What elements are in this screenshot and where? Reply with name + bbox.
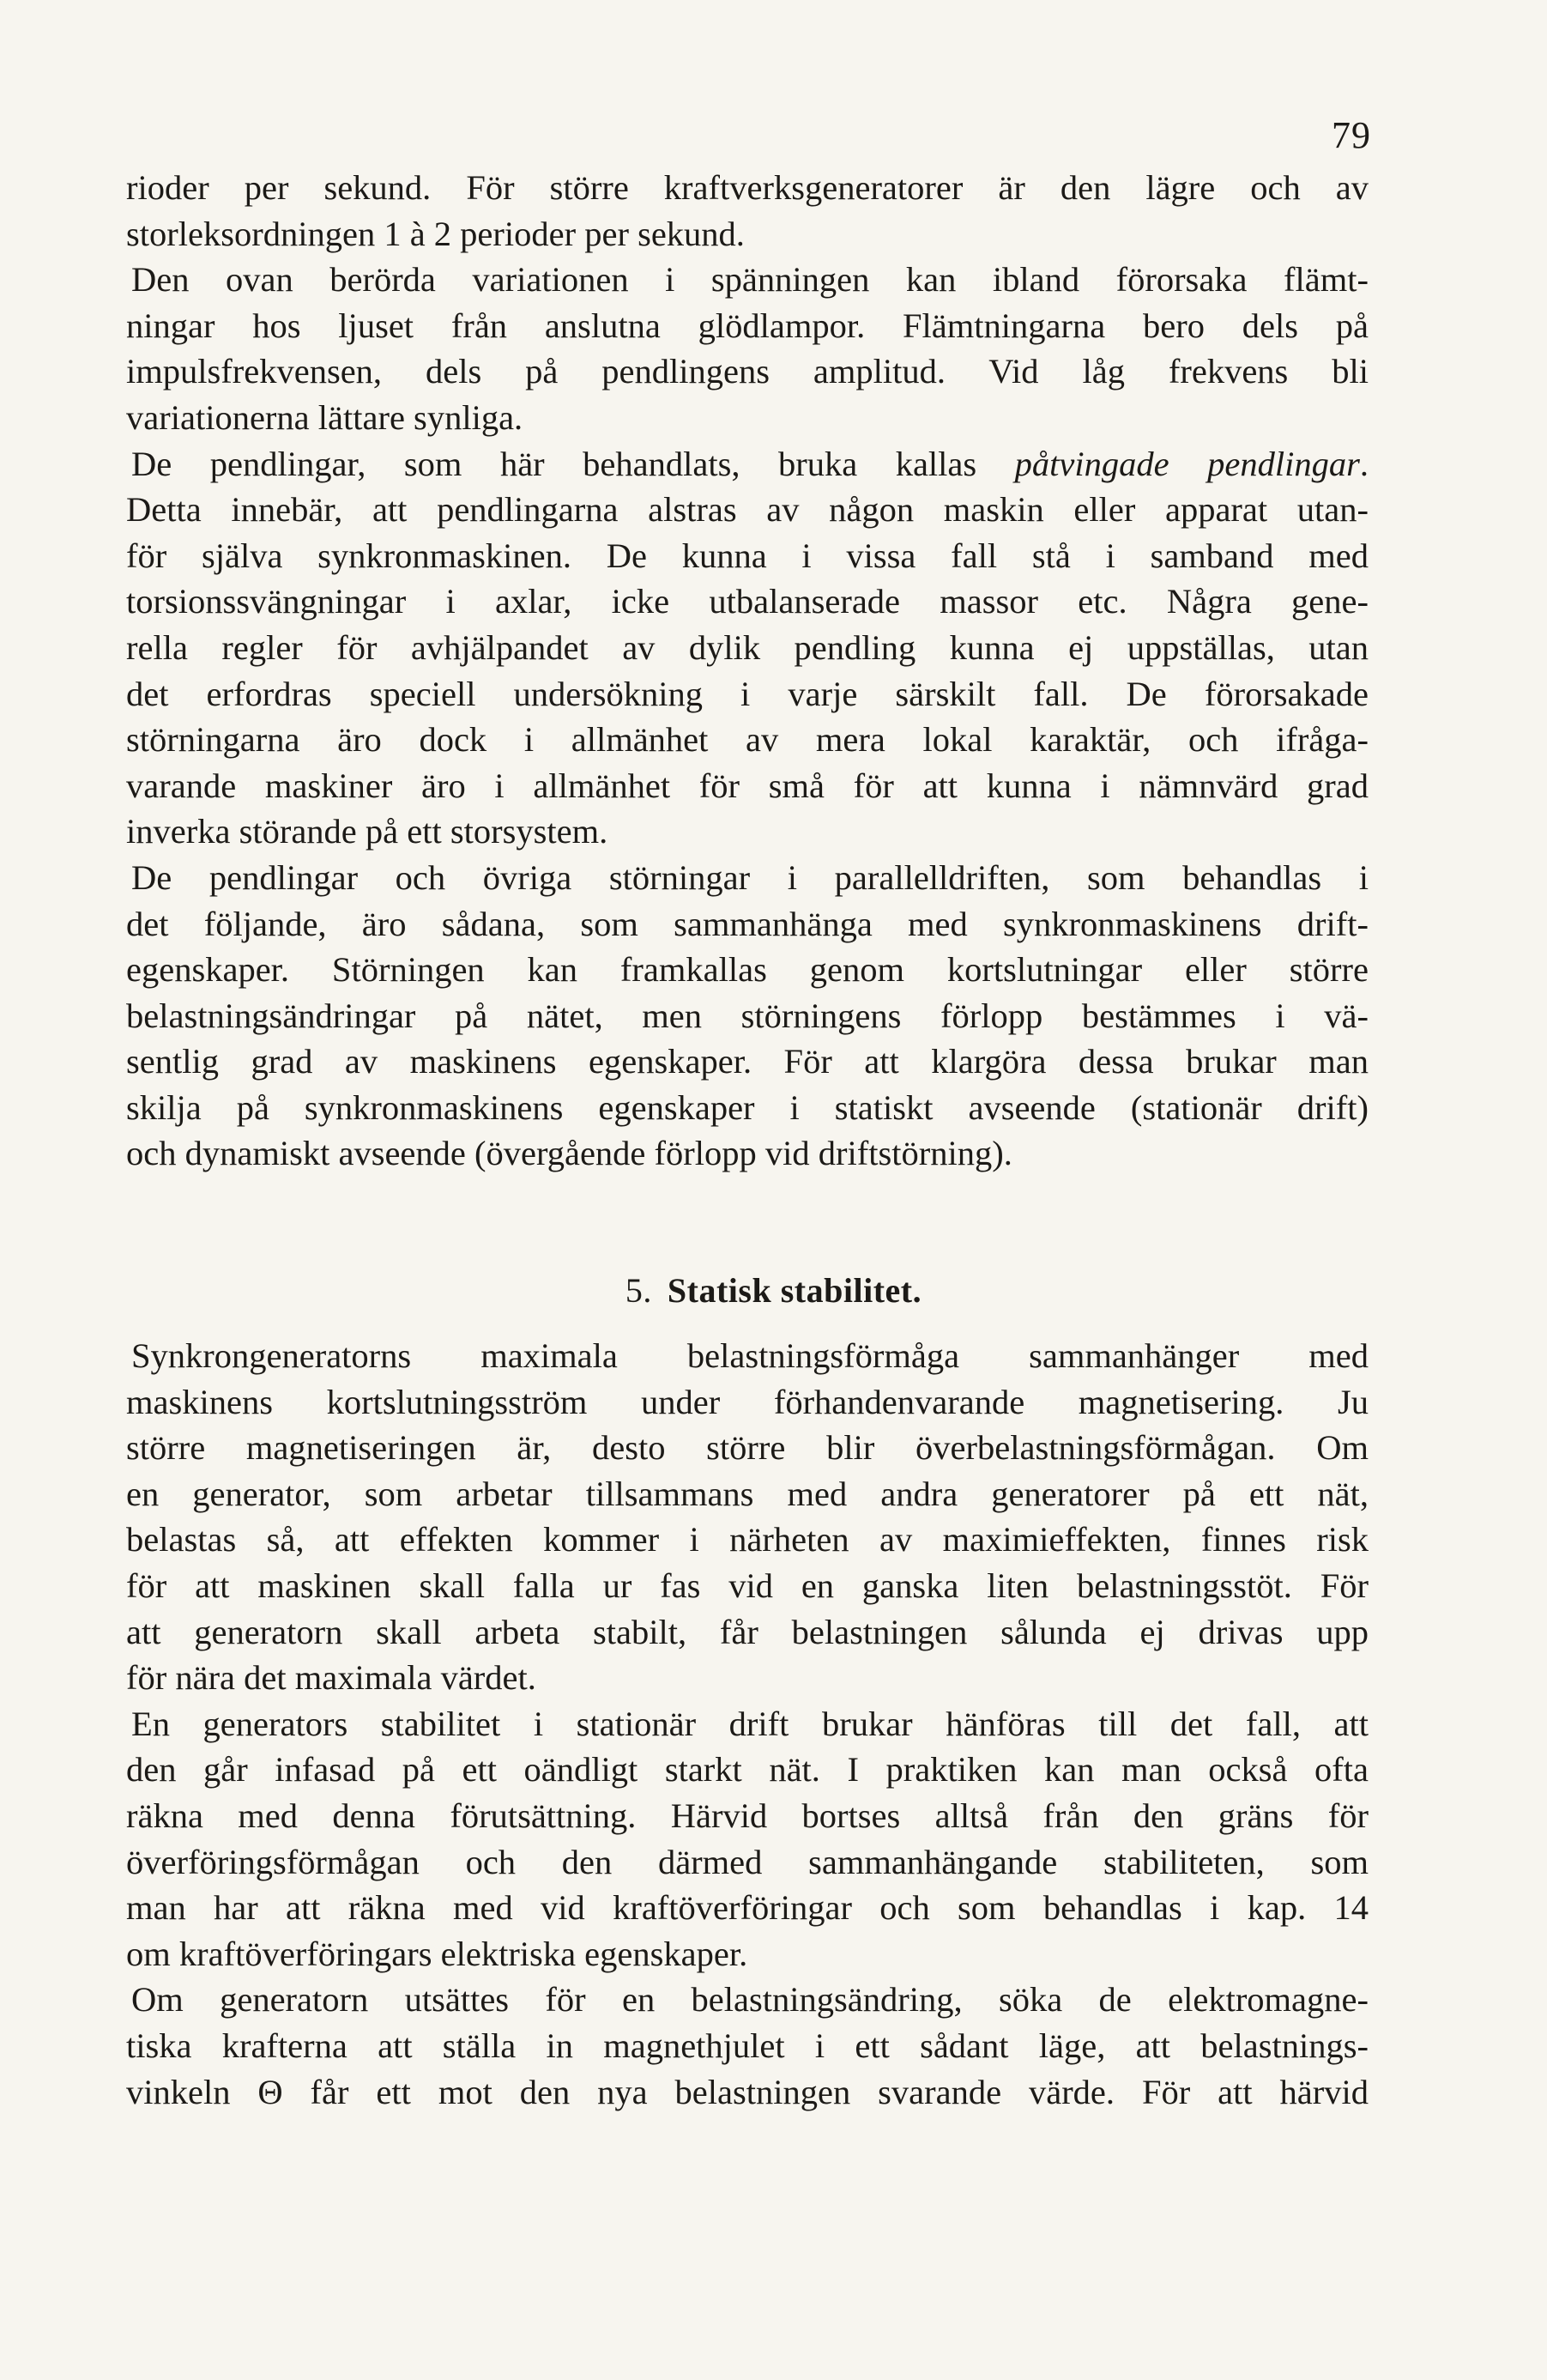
text-line: egenskaper. Störningen kan framkallas genom kortslutningar eller större bbox=[126, 950, 1369, 990]
text-line: det följande, äro sådana, som sammanhänga med synkronmaskinens drift- bbox=[126, 904, 1369, 943]
text-line: storleksordningen 1 à 2 perioder per sekund. bbox=[126, 214, 745, 253]
text-line: om kraftöverföringars elektriska egenskaper. bbox=[126, 1934, 748, 1973]
paragraph bbox=[126, 855, 1369, 1177]
text-line: impulsfrekvensen, dels på pendlingens amplitud. Vid låg frekvens bli bbox=[126, 352, 1369, 391]
text-line: skilja på synkronmaskinens egenskaper i statiskt avseende (stationär drift) bbox=[126, 1087, 1369, 1127]
text-line: för nära det maximala värdet. bbox=[126, 1658, 536, 1698]
body-text-top bbox=[126, 165, 1369, 1177]
text-line: rella regler för avhjälpandet av dylik pendling kunna ej uppställas, utan bbox=[126, 627, 1369, 667]
paragraph bbox=[126, 441, 1369, 855]
text-line: vinkeln Θ får ett mot den nya belastningen svarande värde. För att härvid bbox=[126, 2072, 1369, 2111]
italic-term: påtvingade pendlingar bbox=[1014, 444, 1360, 483]
text-line: En generators stabilitet i stationär drift brukar hänföras till det fall, att bbox=[131, 1704, 1369, 1743]
text-line: en generator, som arbetar tillsammans med andra generatorer på ett nät, bbox=[126, 1474, 1369, 1513]
paragraph bbox=[126, 165, 1369, 257]
text-line: störningarna äro dock i allmänhet av mera lokal karaktär, och ifråga- bbox=[126, 720, 1369, 760]
text-line: den går infasad på ett oändligt starkt nät. I praktiken kan man också ofta bbox=[126, 1750, 1369, 1790]
section-number: 5. bbox=[625, 1271, 652, 1310]
text-line: att generatorn skall arbeta stabilt, får belastningen sålunda ej drivas upp bbox=[126, 1612, 1369, 1651]
text-line: De pendlingar och övriga störningar i parallelldriften, som behandlas i bbox=[131, 857, 1369, 897]
text-line: varande maskiner äro i allmänhet för små för att kunna i nämnvärd grad bbox=[126, 766, 1369, 805]
text-line: inverka störande på ett storsystem. bbox=[126, 812, 608, 851]
text-line: belastas så, att effekten kommer i närheten av maximieffekten, finnes risk bbox=[126, 1520, 1369, 1559]
text-line: man har att räkna med vid kraftöverföringar och som behandlas i kap. 14 bbox=[126, 1888, 1369, 1928]
text-line: rioder per sekund. För större kraftverksgeneratorer är den lägre och av bbox=[126, 168, 1369, 207]
page-number: 79 bbox=[1332, 114, 1371, 156]
text-line: Detta innebär, att pendlingarna alstras av någon maskin eller apparat utan- bbox=[126, 490, 1369, 530]
text-run: De pendlingar, som här behandlats, bruka kallas bbox=[131, 444, 1015, 483]
text-line: Om generatorn utsättes för en belastningsändring, söka de elektromagne- bbox=[131, 1980, 1369, 2020]
text-line: Den ovan berörda variationen i spänningen kan ibland förorsaka flämt- bbox=[131, 260, 1369, 300]
paragraph bbox=[126, 1977, 1369, 2115]
section-title: Statisk stabilitet. bbox=[667, 1271, 922, 1310]
text-line: det erfordras speciell undersökning i varje särskilt fall. De förorsakade bbox=[126, 674, 1369, 713]
paragraph bbox=[126, 1701, 1369, 1977]
text-line: ningar hos ljuset från anslutna glödlampor. Flämtningarna bero dels på bbox=[126, 306, 1369, 345]
text-line: överföringsförmågan och den därmed sammanhängande stabiliteten, som bbox=[126, 1842, 1369, 1881]
text-line: för att maskinen skall falla ur fas vid en ganska liten belastningsstöt. För bbox=[126, 1565, 1369, 1605]
section-heading bbox=[0, 1270, 1547, 1311]
text-line: maskinens kortslutningsström under förhandenvarande magnetisering. Ju bbox=[126, 1382, 1369, 1421]
text-line: och dynamiskt avseende (övergående förlopp vid driftstörning). bbox=[126, 1134, 1012, 1173]
body-text-bottom bbox=[126, 1333, 1369, 2115]
text-line: räkna med denna förutsättning. Härvid bortses alltså från den gräns för bbox=[126, 1796, 1369, 1835]
text-line: större magnetiseringen är, desto större blir överbelastningsförmågan. Om bbox=[126, 1428, 1369, 1468]
text-line: sentlig grad av maskinens egenskaper. För att klargöra dessa brukar man bbox=[126, 1042, 1369, 1081]
text-line: tiska krafterna att ställa in magnethjulet i ett sådant läge, att belastnings- bbox=[126, 2026, 1369, 2065]
text-line: för själva synkronmaskinen. De kunna i vissa fall stå i samband med bbox=[126, 536, 1369, 575]
text-line: torsionssvängningar i axlar, icke utbalanserade massor etc. Några gene- bbox=[126, 582, 1369, 621]
text-line: belastningsändringar på nätet, men störningens förlopp bestämmes i vä- bbox=[126, 996, 1369, 1035]
text-line: Synkrongeneratorns maximala belastningsförmåga sammanhänger med bbox=[131, 1336, 1369, 1375]
text-run: . bbox=[1359, 444, 1369, 483]
text-line bbox=[126, 441, 1369, 488]
paragraph bbox=[126, 1333, 1369, 1701]
paragraph bbox=[126, 257, 1369, 440]
text-line: variationerna lättare synliga. bbox=[126, 397, 523, 437]
